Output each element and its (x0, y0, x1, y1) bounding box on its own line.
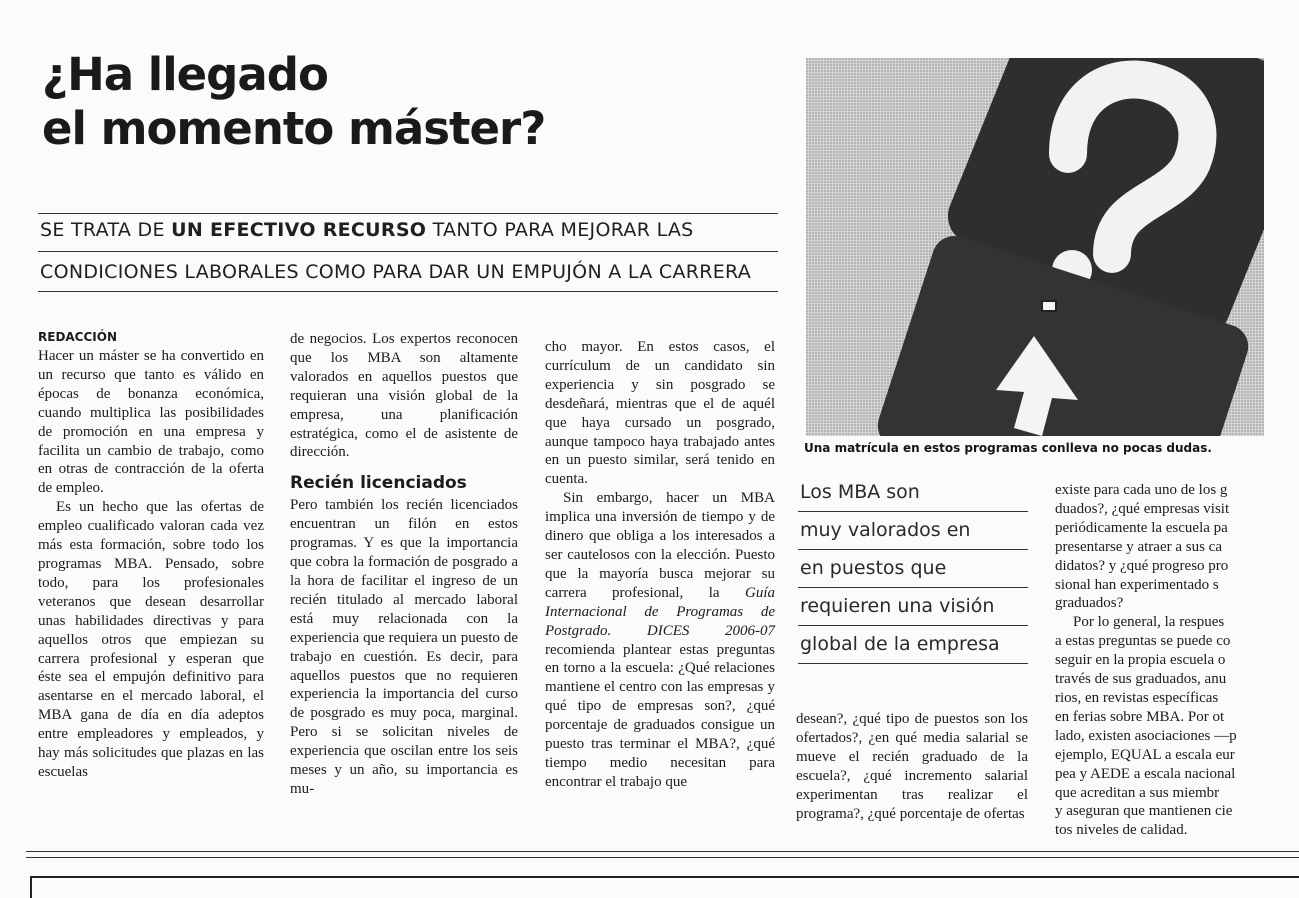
text-line: pea y AEDE a escala nacional (1055, 765, 1236, 782)
text-line: través de sus graduados, anu (1055, 671, 1227, 688)
text-line: que acreditan a sus miembr (1055, 784, 1220, 801)
footer-rule (26, 857, 1299, 858)
paragraph (1055, 481, 1285, 613)
text-line: tos niveles de calidad. (1055, 822, 1188, 839)
paragraph: Hacer un máster se ha convertido en un recurso que tanto es válido en épocas de bonanza económica, cuando multiplica las posibilidades de promoción en una empresa y facilita un cambio de trabajo, como en otras de contracción de la oferta de empleo. (38, 348, 264, 497)
photo-caption: Una matrícula en estos programas conlleva no pocas dudas. (804, 441, 1212, 455)
next-article-frame (30, 876, 1299, 898)
pull-quote-line: global de la empresa (798, 626, 1028, 664)
text-line: seguir en la propia escuela o (1055, 652, 1226, 669)
deck-rule-top (38, 213, 778, 214)
paragraph (545, 489, 775, 792)
article-column-1 (38, 330, 264, 782)
deck-text-a: SE TRATA DE (40, 219, 172, 241)
text-line: Por lo general, la respues (1073, 614, 1225, 631)
pull-quote-line: muy valorados en (798, 512, 1028, 550)
paragraph: de negocios. Los expertos reconocen que los MBA son altamente valorados en aquellos puestos que requieran una visión global de la empresa, una planificación estratégica, como el de asistente de dirección. (290, 331, 518, 461)
paragraph: cho mayor. En estos casos, el currículum de un candidato sin experiencia y sin posgrado se desdeñará, mientras que el de aquél que haya cursado un posgrado, aunque tampoco haya trabajado antes en un puesto similar, será tenido en cuenta. (545, 339, 775, 488)
pull-quote-line: Los MBA son (798, 474, 1028, 512)
paragraph-text: Sin embargo, hacer un MBA implica una inversión de tiempo y de dinero que obliga a los interesados a ser cautelosos con la elección. Puesto que la mayoría busca mejorar su carrera profesional, la (545, 490, 775, 601)
deck-text-bold: UN EFECTIVO RECURSO (171, 219, 427, 241)
article-photo (806, 58, 1264, 436)
deck-line-1 (40, 218, 694, 242)
text-line: rios, en revistas específicas (1055, 689, 1219, 706)
deck-rule-bottom (38, 291, 778, 292)
paragraph: Pero también los recién licenciados encuentran un filón en estos programas. Y es que la importancia que cobra la formación de posgrado a la hora de facilitar el ingreso de un recién titulado al mercado laboral está muy relacionada con la experiencia que requiera un puesto de trabajo en cuestión. Es decir, para aquellos puestos que no requieren experiencia la importancia del curso de posgrado es muy poca, marginal. Pero si se solicitan niveles de experiencia que oscilan entre los seis meses y un año, su importancia es mu- (290, 497, 518, 797)
text-line: existe para cada uno de los g (1055, 482, 1228, 498)
paragraph-text: recomienda plantear estas preguntas en torno a la escuela: ¿Qué relaciones mantiene el centro con las empresas y qué tipo de empresas son?, ¿qué porcentaje de graduados consigue un puesto tras terminar el MBA?, ¿qué tiempo medio necesitan para encontrar el trabajo que (545, 641, 775, 790)
text-line: a estas preguntas se puede co (1055, 633, 1231, 650)
footer-rule (26, 851, 1299, 852)
guide-title: Guía Internacional de Programas de Postgrado. DICES 2006-07 (545, 584, 775, 639)
headline (42, 48, 545, 156)
text-line: sional han experimentado s (1055, 576, 1219, 593)
pull-quote (798, 474, 1028, 664)
text-line: en ferias sobre MBA. Por ot (1055, 708, 1225, 725)
paragraph: Es un hecho que las ofertas de empleo cualificado valoran cada vez más esta formación, sobre todo los programas MBA. Pensado, sobre todo, para los profesionales veteranos que desean desarrollar unas habilidades directivas y para aquellos otros que empiezan su carrera profesional y esperan que éste sea el empujón definitivo para asentarse en el mercado laboral, el MBA gana de día en día adeptos entre empleadores y empleados, y hay más solicitudes que plazas en las escuelas (38, 499, 264, 780)
text-line: ejemplo, EQUAL a escala eur (1055, 746, 1235, 763)
headline-line-1: ¿Ha llegado (42, 48, 328, 101)
paragraph (1055, 613, 1285, 840)
text-line: didatos? y ¿qué progreso pro (1055, 557, 1229, 574)
article-column-5 (796, 710, 1028, 823)
text-line: presentarse y atraer a sus ca (1055, 538, 1222, 555)
paragraph: desean?, ¿qué tipo de puestos son los ofertados?, ¿en qué media salarial se mueve el recién graduado de la escuela?, ¿qué incremento salarial experimentan tras realizar el programa?, ¿qué porcentaje de ofertas (796, 711, 1028, 822)
deck-text-b: TANTO PARA MEJORAR LAS (426, 219, 694, 241)
deck-rule-middle (38, 251, 778, 252)
pull-quote-line: requieren una visión (798, 588, 1028, 626)
text-line: graduados? (1055, 595, 1124, 612)
text-line: lado, existen asociaciones —p (1055, 727, 1237, 744)
question-sign-illustration (806, 58, 1264, 436)
text-line: y aseguran que mantienen cie (1055, 803, 1233, 820)
deck-line-2: CONDICIONES LABORALES COMO PARA DAR UN EMPUJÓN A LA CARRERA (40, 261, 752, 283)
text-line: duados?, ¿qué empresas visit (1055, 500, 1230, 517)
article-column-3 (545, 338, 775, 792)
article-column-6 (1055, 481, 1285, 840)
article-column-2 (290, 330, 518, 799)
headline-line-2: el momento máster? (42, 102, 546, 155)
subhead: Recién licenciados (290, 473, 467, 494)
pull-quote-line: en puestos que (798, 550, 1028, 588)
text-line: periódicamente la escuela pa (1055, 519, 1228, 536)
byline: REDACCIÓN (38, 330, 118, 344)
